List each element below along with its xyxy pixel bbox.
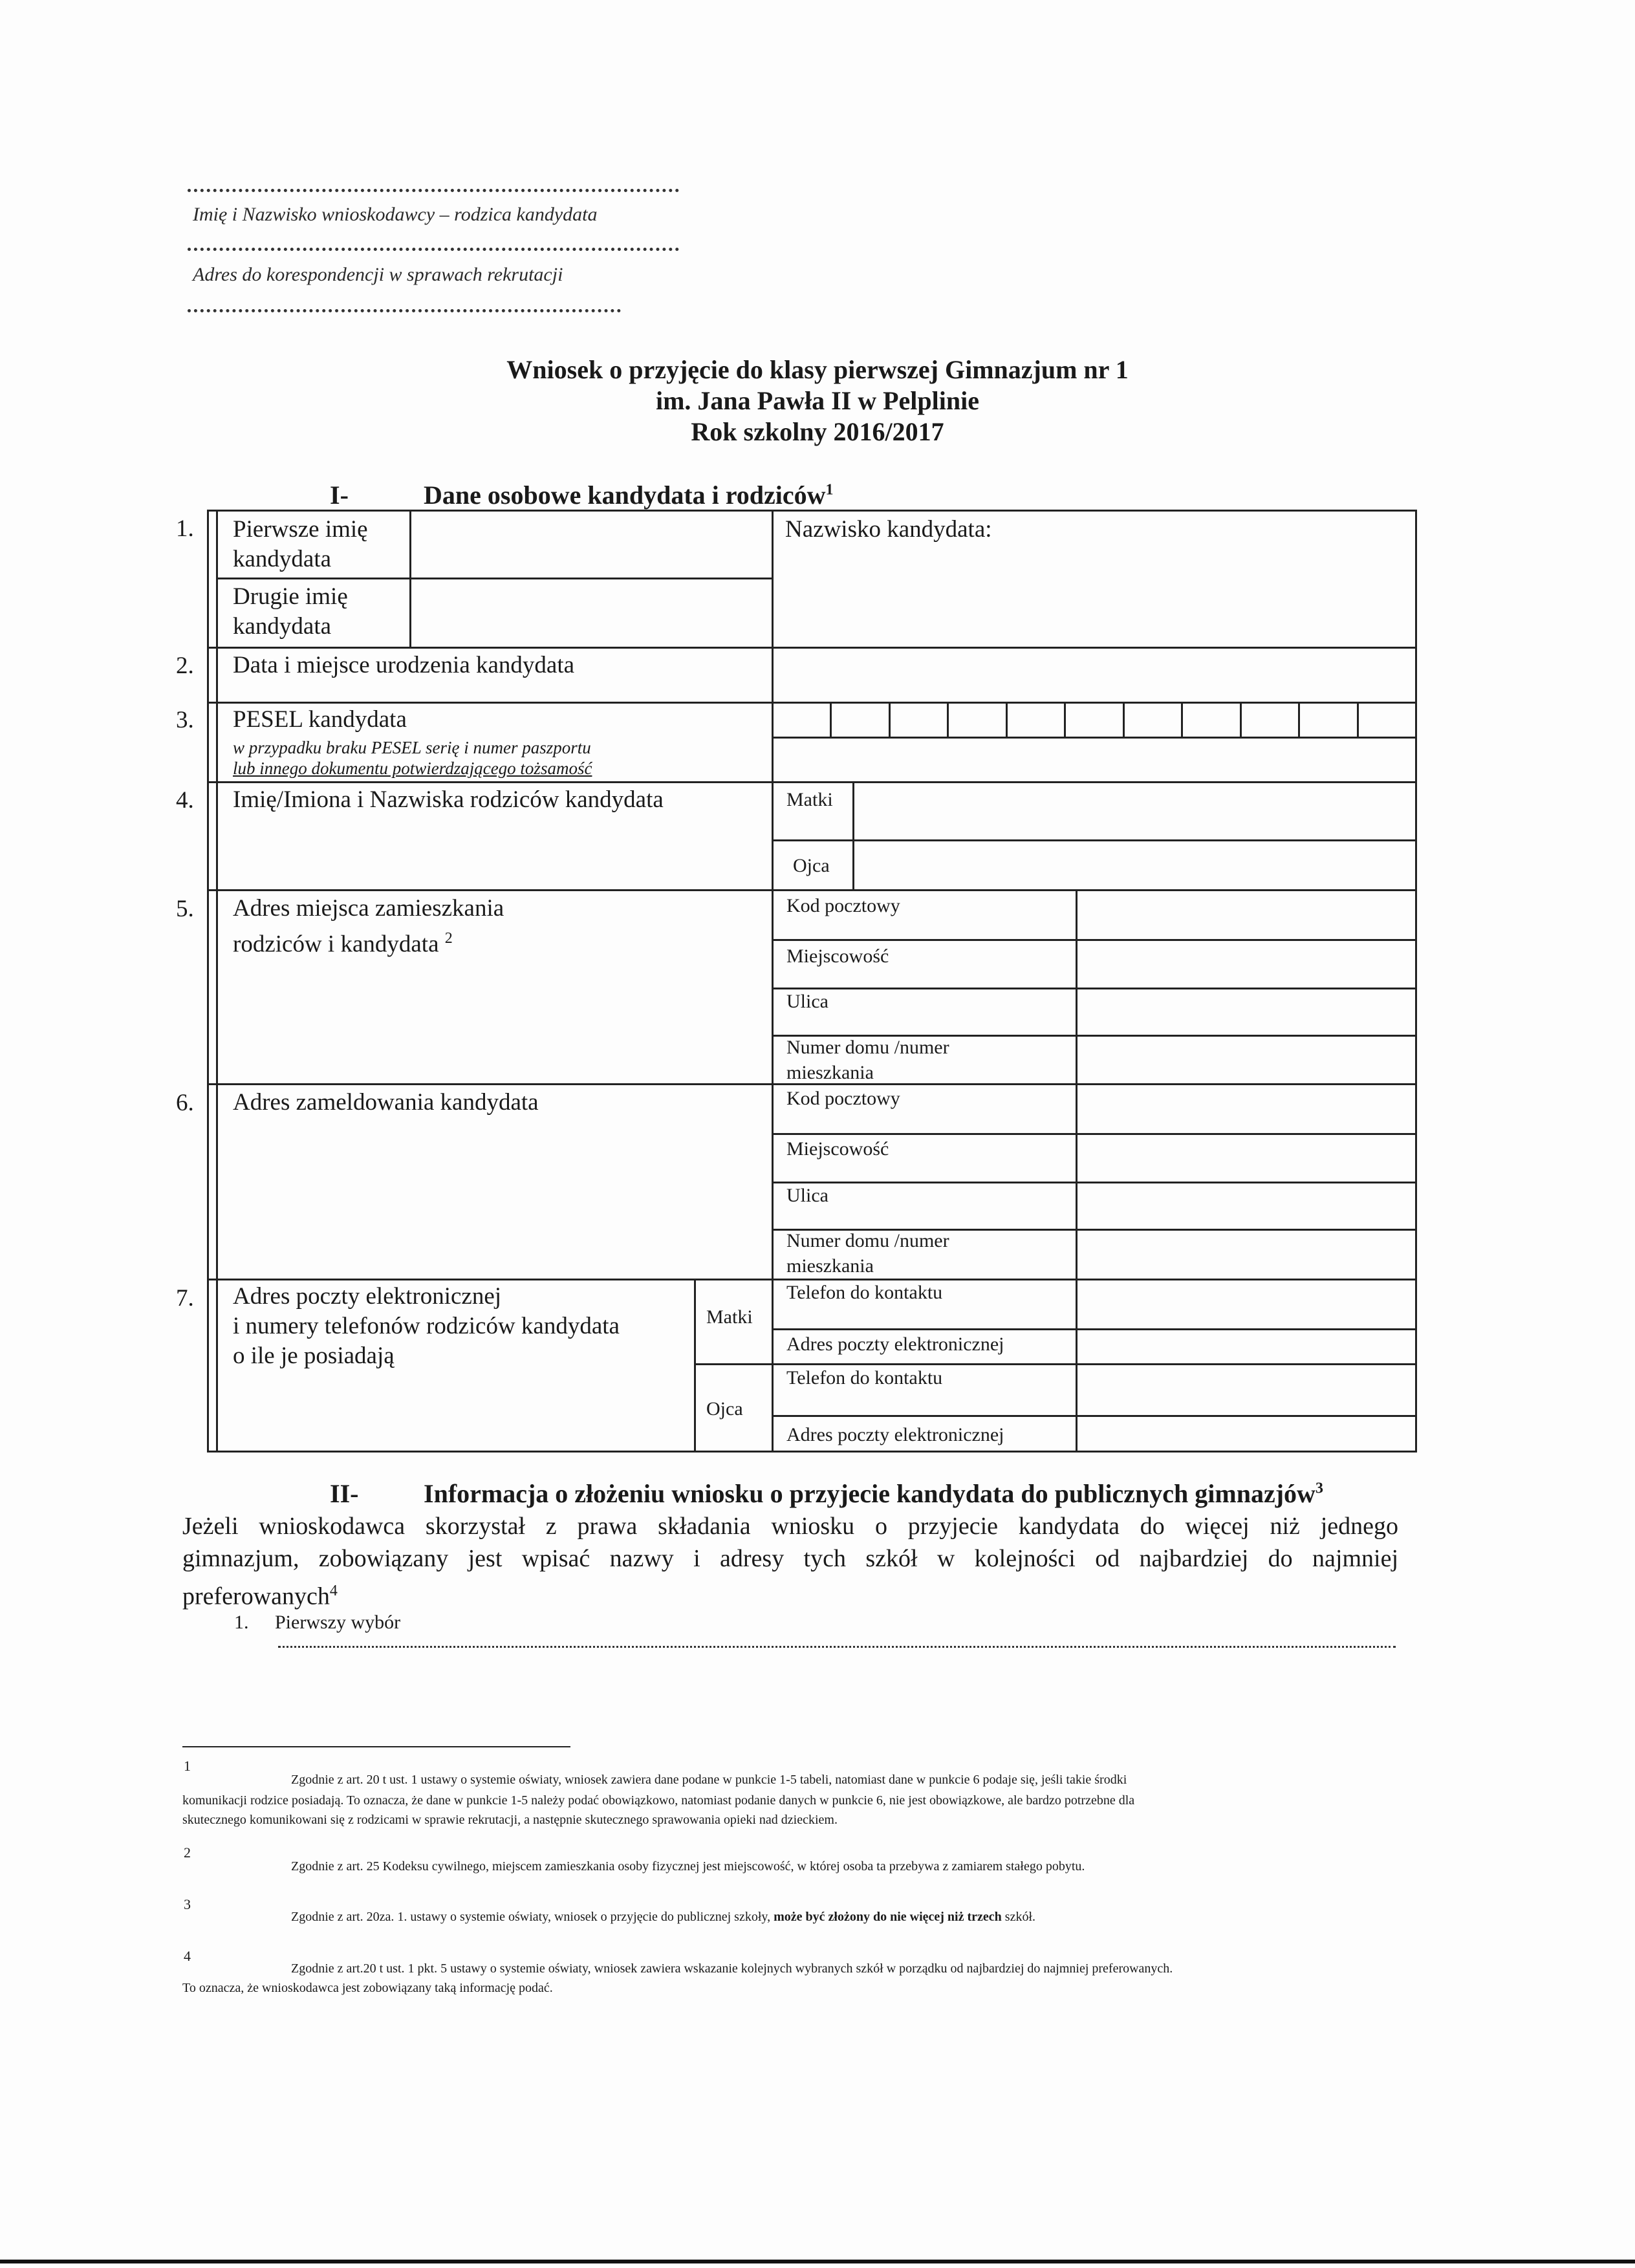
pesel-digit-box[interactable] <box>1064 702 1124 739</box>
r4-father-label: Ojca <box>793 855 830 876</box>
r6-street-field[interactable] <box>1077 1183 1414 1227</box>
pesel-digit-box[interactable] <box>1240 702 1300 739</box>
r5-postcode-label: Kod pocztowy <box>786 895 900 916</box>
table-right-border <box>1415 510 1417 1453</box>
r7-father-label: Ojca <box>706 1398 743 1420</box>
r1-first-name-label: Pierwsze imię kandydata <box>233 516 368 572</box>
applicant-name-label: Imię i Nazwisko wnioskodawcy – rodzica kandydata <box>193 204 598 225</box>
section2-para-footnote-ref: 4 <box>329 1582 338 1599</box>
first-choice-line[interactable] <box>278 1646 1396 1648</box>
footnote-3-text: Zgodnie z art. 20za. 1. ustawy o systemie oświaty, wniosek o przyjęcie do publicznej szkoły, może być złożony do nie więcej niż trzech szkół. <box>291 1910 1035 1924</box>
r5-street-label: Ulica <box>786 991 828 1012</box>
r3-number: 3. <box>176 707 194 733</box>
footnote-3-number: 3 <box>184 1896 191 1912</box>
pesel-digit-box[interactable] <box>830 702 890 739</box>
form-title-line2: im. Jana Pawła II w Pelplinie <box>655 386 980 415</box>
r1-number: 1. <box>176 515 194 542</box>
r7-father-email-label: Adres poczty elektronicznej <box>786 1424 1004 1445</box>
pesel-digit-box[interactable] <box>1357 702 1417 739</box>
r3-note-line1: w przypadku braku PESEL serię i numer paszportu <box>233 738 591 757</box>
r5-postcode-field[interactable] <box>1077 891 1414 938</box>
footnote-1-line2: komunikacji rodzice posiadają. To oznacza, że dane w punkcie 1-5 należy podać obowiązkowo, natomiast podanie danych w punkcie 6, nie jest obowiązkowe, ale bardzo potrzebne dla <box>182 1793 1135 1808</box>
section2-paragraph-line3: preferowanych$^4$ <box>182 1582 338 1610</box>
r5-number: 5. <box>176 896 194 922</box>
correspondence-address-line-2[interactable] <box>188 309 621 312</box>
r5-label-line1: Adres miejsca zamieszkania <box>233 895 504 922</box>
footnote-4-line2: To oznacza, że wnioskodawca jest zobowiązany taką informację podać. <box>182 1981 553 1995</box>
r1-second-name-label: Drugie imię kandydata <box>233 583 348 640</box>
mother-phone-field[interactable] <box>1077 1280 1414 1327</box>
footnote-1-line1: Zgodnie z art. 20 t ust. 1 ustawy o systemie oświaty, wniosek zawiera dane podane w punkcie 1-5 tabeli, natomiast dane w punkcie 6 podaje się, jeśli takie środki <box>291 1773 1127 1787</box>
pesel-digit-box[interactable] <box>947 702 1007 739</box>
pesel-digit-box[interactable] <box>889 702 949 739</box>
r6-street-label: Ulica <box>786 1185 828 1206</box>
footnote-2-number: 2 <box>184 1844 191 1861</box>
section2-number: II- <box>330 1479 359 1508</box>
r5-city-field[interactable] <box>1077 941 1414 986</box>
r7-label-line2: i numery telefonów rodziców kandydata <box>233 1313 620 1339</box>
r3-label: PESEL kandydata <box>233 706 407 733</box>
r6-house-label-2: mieszkania <box>786 1255 874 1277</box>
form-title-line1: Wniosek o przyjęcie do klasy pierwszej Gimnazjum nr 1 <box>506 355 1129 384</box>
surname-field[interactable] <box>774 546 1414 643</box>
section2-paragraph-line2: gimnazjum, zobowiązany jest wpisać nazwy i adresy tych szkół w kolejności od najbardziej do najmniej <box>182 1545 1398 1572</box>
table-bottom-border <box>207 1451 1416 1453</box>
main-column-divider-lower <box>772 781 774 1451</box>
r5-house-label-1: Numer domu /numer <box>786 1037 949 1058</box>
pesel-digit-box[interactable] <box>1298 702 1358 739</box>
section2-footnote-ref: 3 <box>1315 1480 1323 1497</box>
number-column-divider <box>216 510 218 1453</box>
first-name-field[interactable] <box>411 512 770 576</box>
r6-number: 6. <box>176 1090 194 1116</box>
section1-heading: Dane osobowe kandydata i rodziców$^1$ <box>424 481 834 510</box>
r5-footnote-ref: 2 <box>444 930 453 947</box>
r6-city-field[interactable] <box>1077 1135 1414 1180</box>
passport-document-field[interactable] <box>774 739 1414 780</box>
father-email-field[interactable] <box>1077 1417 1414 1449</box>
mother-email-field[interactable] <box>1077 1330 1414 1362</box>
r4-number: 4. <box>176 787 194 814</box>
table-top-border <box>207 510 1416 512</box>
r7-father-phone-label: Telefon do kontaktu <box>786 1367 943 1388</box>
section2-paragraph-line1: Jeżeli wnioskodawca skorzystał z prawa składania wniosku o przyjecie kandydata do więcej niż jednego <box>182 1513 1398 1540</box>
r3-note-line2: lub innego dokumentu potwierdzającego tożsamość <box>233 759 592 778</box>
footnote-1-line3: skutecznego komunikowani się z rodzicami w sprawie rekrutacji, a następnie skutecznego sprawowania opieki nad dzieckiem. <box>182 1813 838 1827</box>
r2-label: Data i miejsce urodzenia kandydata <box>233 652 575 678</box>
footnote-2-text: Zgodnie z art. 25 Kodeksu cywilnego, miejscem zamieszkania osoby fizycznej jest miejscowość, w której osoba ta przebywa z zamiarem stałego pobytu. <box>291 1859 1085 1874</box>
r5-label-line2: rodziców i kandydata $^2$ <box>233 930 453 958</box>
footnote-separator <box>182 1746 570 1747</box>
correspondence-address-label: Adres do korespondencji w sprawach rekrutacji <box>193 264 563 285</box>
second-name-field[interactable] <box>411 579 770 645</box>
r6-house-label-1: Numer domu /numer <box>786 1230 949 1251</box>
father-name-field[interactable] <box>854 841 1414 888</box>
r7-number: 7. <box>176 1285 194 1312</box>
footnote-4-line1: Zgodnie z art.20 t ust. 1 pkt. 5 ustawy o systemie oświaty, wniosek zawiera wskazanie kolejnych wybranych szkół w porządku od najbardziej do najmniej preferowanych. <box>291 1961 1173 1976</box>
footnote-1-number: 1 <box>184 1758 191 1774</box>
r6-postcode-field[interactable] <box>1077 1085 1414 1132</box>
r6-postcode-label: Kod pocztowy <box>786 1088 900 1109</box>
section2-heading: Informacja o złożeniu wniosku o przyjecie kandydata do publicznych gimnazjów$^3$ <box>424 1479 1323 1508</box>
r2-number: 2. <box>176 653 194 679</box>
father-phone-field[interactable] <box>1077 1365 1414 1414</box>
r5-house-field[interactable] <box>1077 1037 1414 1082</box>
applicant-name-line[interactable] <box>188 189 679 192</box>
birth-date-place-field[interactable] <box>774 649 1414 700</box>
mother-name-field[interactable] <box>854 783 1414 838</box>
choice-number: 1. <box>234 1612 249 1633</box>
r7-label-line3: o ile je posiadają <box>233 1343 395 1369</box>
footnote-4-number: 4 <box>184 1948 191 1964</box>
form-title-line3: Rok szkolny 2016/2017 <box>691 417 944 446</box>
r6-city-label: Miejscowość <box>786 1138 889 1160</box>
r6-house-field[interactable] <box>1077 1231 1414 1277</box>
r1-surname-label: Nazwisko kandydata: <box>785 516 992 543</box>
table-left-border <box>207 510 209 1453</box>
r7-parent-divider <box>694 1279 696 1452</box>
r4-label: Imię/Imiona i Nazwiska rodziców kandydata <box>233 786 664 813</box>
section1-footnote-ref: 1 <box>825 481 834 499</box>
first-choice-label: Pierwszy wybór <box>275 1612 401 1633</box>
pesel-digit-box[interactable] <box>1123 702 1183 739</box>
scan-edge <box>0 2260 1635 2263</box>
pesel-digit-box[interactable] <box>1006 702 1066 739</box>
r6-label: Adres zameldowania kandydata <box>233 1089 539 1116</box>
r5-house-label-2: mieszkania <box>786 1062 874 1083</box>
r7-mother-label: Matki <box>706 1306 753 1328</box>
r4-mother-label: Matki <box>786 789 833 810</box>
r5-street-field[interactable] <box>1077 989 1414 1033</box>
r7-mother-phone-label: Telefon do kontaktu <box>786 1282 943 1303</box>
r7-mother-email-label: Adres poczty elektronicznej <box>786 1334 1004 1355</box>
pesel-digit-box[interactable] <box>772 702 832 739</box>
r5-city-label: Miejscowość <box>786 945 889 967</box>
pesel-digit-box[interactable] <box>1181 702 1241 739</box>
section1-number: I- <box>330 481 349 510</box>
correspondence-address-line[interactable] <box>188 248 679 251</box>
r7-label-line1: Adres poczty elektronicznej <box>233 1283 502 1310</box>
